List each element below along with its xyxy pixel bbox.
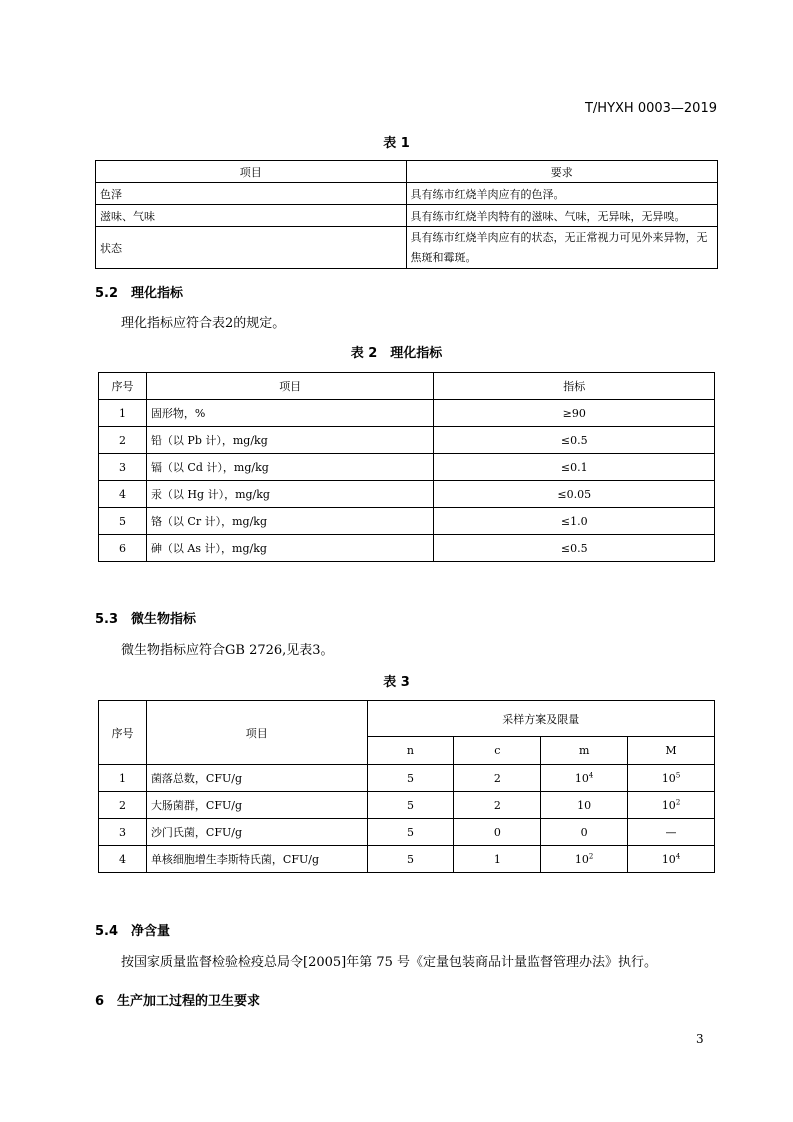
table-row xyxy=(96,227,718,269)
table3-cell xyxy=(541,792,628,819)
table3-cell xyxy=(628,792,715,819)
table-row xyxy=(96,205,718,227)
value-base: — xyxy=(665,825,677,839)
table-row xyxy=(99,400,715,427)
table2-cell: 镉（以 Cd 计），mg/kg xyxy=(146,454,434,481)
table2-header: 项目 xyxy=(146,373,434,400)
table1-cell: 具有练市红烧羊肉特有的滋味、气味，无异味，无异嗅。 xyxy=(406,205,718,227)
section-paragraph-5-4: 按国家质量监督检验检疫总局令[2005]年第 75 号《定量包装商品计量监督管理办法》执行。 xyxy=(121,955,658,970)
table1 xyxy=(95,160,718,269)
value-base: 10 xyxy=(661,771,676,785)
table3-cell xyxy=(628,765,715,792)
table2-cell: 固形物，% xyxy=(146,400,434,427)
table3-cell: 菌落总数，CFU/g xyxy=(146,765,367,792)
table3-cell: 单核细胞增生李斯特氏菌，CFU/g xyxy=(146,846,367,873)
table-row xyxy=(99,535,715,562)
table2-cell: 汞（以 Hg 计），mg/kg xyxy=(146,481,434,508)
document-number: T/HYXH 0003—2019 xyxy=(584,101,717,116)
table2-header: 序号 xyxy=(99,373,147,400)
table2-cell: ≤0.5 xyxy=(434,535,715,562)
table3-cell: 2 xyxy=(454,765,541,792)
table2-cell: 1 xyxy=(99,400,147,427)
table3-cell: 5 xyxy=(367,765,454,792)
table3-cell xyxy=(628,819,715,846)
table3-header-group: 采样方案及限量 xyxy=(367,701,714,737)
table1-header-row xyxy=(96,161,718,183)
value-base: 0 xyxy=(580,825,588,839)
value-exponent: 5 xyxy=(675,770,681,779)
table3-cell: 1 xyxy=(454,846,541,873)
table1-caption: 表 1 xyxy=(383,136,410,151)
value-base: 10 xyxy=(661,852,676,866)
table3-cell: 5 xyxy=(367,846,454,873)
table-row xyxy=(99,427,715,454)
table-row xyxy=(99,765,715,792)
section-heading-5-4: 5.4 净含量 xyxy=(95,924,171,939)
table1-cell: 滋味、气味 xyxy=(96,205,407,227)
table3 xyxy=(98,700,715,873)
table-row xyxy=(96,183,718,205)
table3-cell: 3 xyxy=(99,819,147,846)
table-row xyxy=(99,792,715,819)
table3-cell: 5 xyxy=(367,792,454,819)
value-exponent: 4 xyxy=(675,851,681,860)
table1-cell: 状态 xyxy=(96,227,407,269)
table2-cell: ≤0.5 xyxy=(434,427,715,454)
table3-cell: 大肠菌群，CFU/g xyxy=(146,792,367,819)
table-row xyxy=(99,508,715,535)
table-row xyxy=(99,819,715,846)
table2-cell: ≤0.05 xyxy=(434,481,715,508)
section-heading-6: 6 生产加工过程的卫生要求 xyxy=(95,994,261,1009)
table2-cell: ≥90 xyxy=(434,400,715,427)
table2-cell: 砷（以 As 计），mg/kg xyxy=(146,535,434,562)
table3-header: 序号 xyxy=(99,701,147,765)
table3-cell xyxy=(541,765,628,792)
table2-cell: 铅（以 Pb 计），mg/kg xyxy=(146,427,434,454)
table2-cell: ≤1.0 xyxy=(434,508,715,535)
section-heading-5-2: 5.2 理化指标 xyxy=(95,286,184,301)
table3-cell: 2 xyxy=(454,792,541,819)
table1-cell: 具有练市红烧羊肉应有的状态，无正常视力可见外来异物，无焦斑和霉斑。 xyxy=(406,227,718,269)
section-paragraph-5-3: 微生物指标应符合GB 2726,见表3。 xyxy=(121,643,334,658)
table2-caption: 表 2 理化指标 xyxy=(350,346,443,361)
table2-cell: 铬（以 Cr 计），mg/kg xyxy=(146,508,434,535)
table3-subheader: m xyxy=(541,737,628,765)
table3-cell: 5 xyxy=(367,819,454,846)
table-row xyxy=(99,454,715,481)
table2-cell: 2 xyxy=(99,427,147,454)
table2-cell: 5 xyxy=(99,508,147,535)
table3-header-row xyxy=(99,701,715,737)
table3-subheader: M xyxy=(628,737,715,765)
table3-subheader: c xyxy=(454,737,541,765)
table-row xyxy=(99,846,715,873)
table2-header-row xyxy=(99,373,715,400)
table3-cell xyxy=(541,819,628,846)
table2-cell: 6 xyxy=(99,535,147,562)
table2-cell: 4 xyxy=(99,481,147,508)
value-base: 10 xyxy=(574,771,589,785)
section-heading-5-3: 5.3 微生物指标 xyxy=(95,612,197,627)
value-exponent: 2 xyxy=(675,797,681,806)
table3-subheader: n xyxy=(367,737,454,765)
value-base: 10 xyxy=(661,798,676,812)
table3-cell: 4 xyxy=(99,846,147,873)
table2 xyxy=(98,372,715,562)
table2-cell: 3 xyxy=(99,454,147,481)
section-paragraph-5-2: 理化指标应符合表2的规定。 xyxy=(121,316,286,331)
value-exponent: 4 xyxy=(588,770,594,779)
value-exponent: 2 xyxy=(588,851,594,860)
table3-cell: 2 xyxy=(99,792,147,819)
table1-cell: 具有练市红烧羊肉应有的色泽。 xyxy=(406,183,718,205)
table2-header: 指标 xyxy=(434,373,715,400)
table3-cell xyxy=(628,846,715,873)
table3-caption: 表 3 xyxy=(383,675,410,690)
table1-cell: 色泽 xyxy=(96,183,407,205)
page-number: 3 xyxy=(696,1032,704,1046)
table2-cell: ≤0.1 xyxy=(434,454,715,481)
table3-cell xyxy=(541,846,628,873)
table1-header: 项目 xyxy=(96,161,407,183)
table1-header: 要求 xyxy=(406,161,718,183)
table3-header: 项目 xyxy=(146,701,367,765)
table-row xyxy=(99,481,715,508)
value-base: 10 xyxy=(574,852,589,866)
table3-cell: 0 xyxy=(454,819,541,846)
table3-cell: 沙门氏菌，CFU/g xyxy=(146,819,367,846)
value-base: 10 xyxy=(577,798,592,812)
table3-cell: 1 xyxy=(99,765,147,792)
